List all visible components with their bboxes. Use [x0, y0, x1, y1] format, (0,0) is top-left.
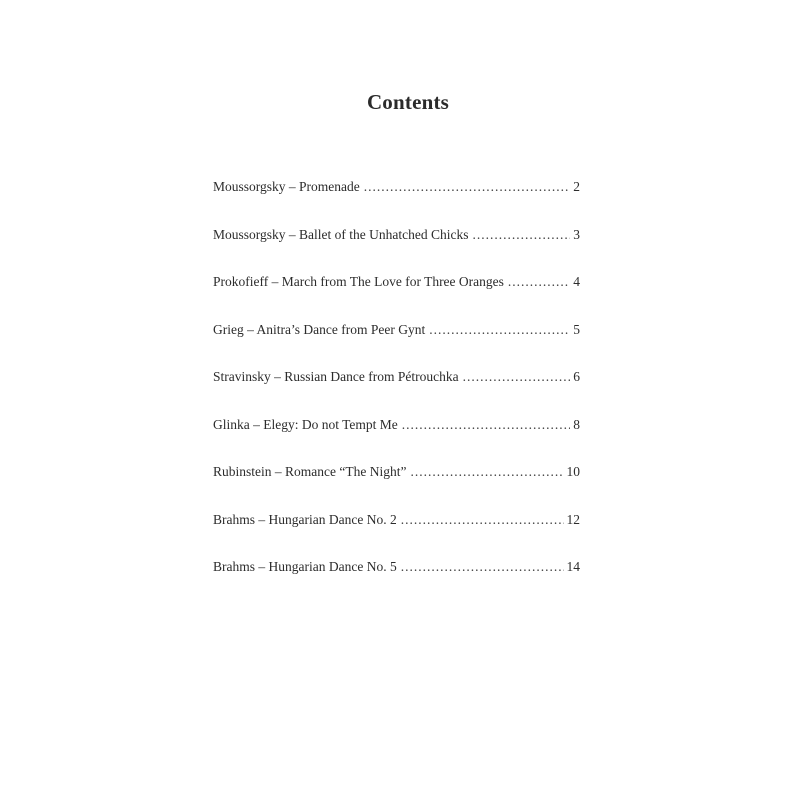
- toc-entry-title: Stravinsky – Russian Dance from Pétrouchka: [213, 369, 459, 384]
- toc-entry-title: Glinka – Elegy: Do not Tempt Me: [213, 416, 398, 432]
- toc-page-number: 5: [573, 321, 580, 337]
- dot-leader: [508, 271, 570, 293]
- toc-entry-title: Brahms – Hungarian Dance No. 2: [213, 511, 397, 527]
- toc-page-number: 2: [573, 179, 580, 194]
- toc-page-number: 14: [566, 559, 580, 574]
- toc-entry: [213, 176, 580, 198]
- toc-entry-title: Prokofieff – March from The Love for Three Oranges: [213, 274, 504, 289]
- dot-leader: [410, 461, 563, 483]
- table-of-contents: [213, 176, 580, 604]
- toc-entry-title: Moussorgsky – Promenade: [213, 179, 360, 194]
- dot-leader: [463, 366, 571, 388]
- toc-page-number: 4: [573, 274, 580, 289]
- toc-entry-title: Grieg – Anitra’s Dance from Peer Gynt: [213, 321, 426, 337]
- toc-entry-title: Brahms – Hungarian Dance No. 5: [213, 559, 397, 574]
- toc-page-number: 6: [573, 369, 580, 384]
- toc-entry-title: Rubinstein – Romance “The Night”: [213, 464, 407, 479]
- dot-leader: [401, 556, 564, 578]
- toc-entry: [213, 271, 580, 293]
- toc-entry: [213, 224, 580, 246]
- toc-page-number: 3: [573, 226, 580, 242]
- toc-entry: [213, 556, 580, 578]
- dot-leader: [472, 224, 570, 246]
- toc-entry: [213, 366, 580, 388]
- toc-entry: [213, 509, 580, 531]
- dot-leader: [401, 509, 564, 531]
- dot-leader: [429, 319, 570, 341]
- toc-page-number: 12: [566, 511, 580, 527]
- dot-leader: [364, 176, 571, 198]
- dot-leader: [402, 414, 570, 436]
- toc-page-number: 10: [566, 464, 580, 479]
- toc-page-number: 8: [573, 416, 580, 432]
- page-title: Contents: [366, 90, 450, 114]
- toc-entry: [213, 414, 580, 436]
- toc-entry: [213, 461, 580, 483]
- toc-entry-title: Moussorgsky – Ballet of the Unhatched Chicks: [213, 226, 469, 242]
- toc-entry: [213, 319, 580, 341]
